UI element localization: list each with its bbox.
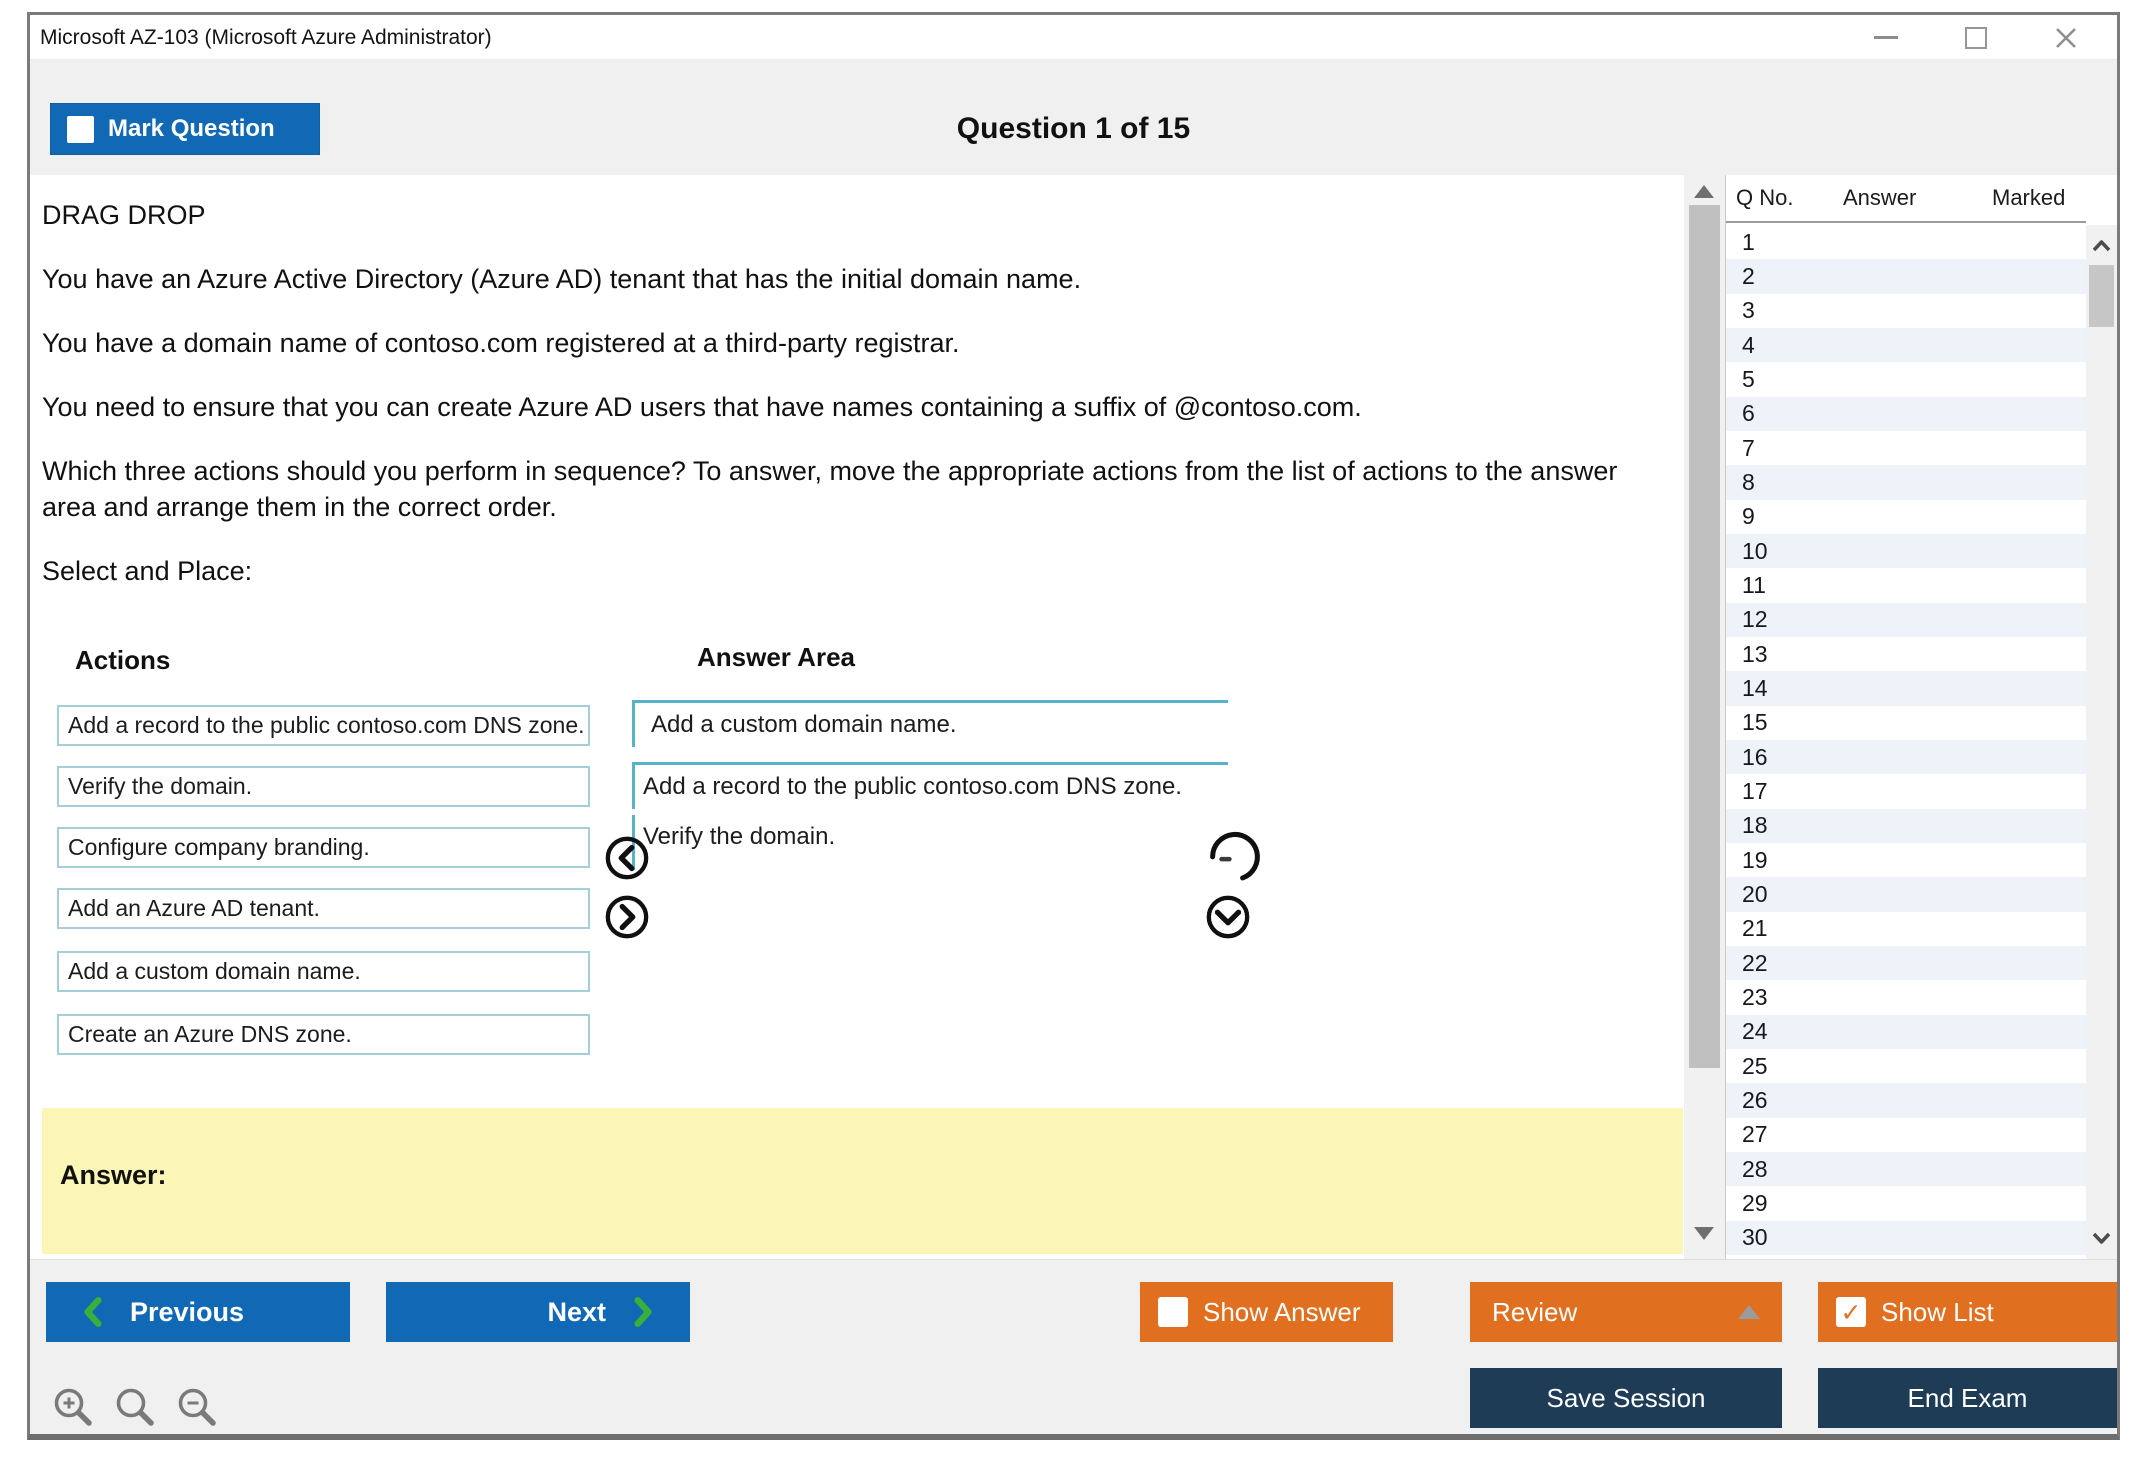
question-list-row[interactable] — [1726, 603, 2086, 637]
chevron-left-icon — [80, 1297, 106, 1327]
question-list-row[interactable] — [1726, 637, 2086, 671]
question-list-row[interactable] — [1726, 431, 2086, 465]
question-number: 6 — [1742, 400, 1755, 427]
question-list-row[interactable] — [1726, 1186, 2086, 1220]
question-number: 28 — [1742, 1155, 1768, 1182]
question-list-row[interactable] — [1726, 534, 2086, 568]
question-number: 22 — [1742, 949, 1768, 976]
question-number: 23 — [1742, 983, 1768, 1010]
next-button[interactable] — [386, 1282, 690, 1342]
main-scrollbar[interactable] — [1684, 175, 1725, 1259]
question-list-row[interactable] — [1726, 397, 2086, 431]
question-list-row[interactable] — [1726, 328, 2086, 362]
question-list-scrollbar[interactable] — [2086, 225, 2117, 1259]
question-text — [42, 197, 1662, 617]
scroll-up-icon[interactable] — [1694, 185, 1714, 198]
question-number: 7 — [1742, 434, 1755, 461]
question-list-row[interactable] — [1726, 706, 2086, 740]
question-list-row[interactable] — [1726, 946, 2086, 980]
close-button[interactable] — [2051, 23, 2081, 53]
question-counter: Question 1 of 15 — [956, 112, 1191, 145]
review-button[interactable] — [1470, 1282, 1782, 1342]
question-list-row[interactable] — [1726, 225, 2086, 259]
question-number: 26 — [1742, 1086, 1768, 1113]
question-list-row[interactable] — [1726, 1152, 2086, 1186]
next-label: Next — [547, 1296, 606, 1327]
question-number: 2 — [1742, 262, 1755, 289]
answer-area-list — [632, 700, 1228, 870]
question-number: 25 — [1742, 1052, 1768, 1079]
question-list-row[interactable] — [1726, 259, 2086, 293]
circle-down-icon — [1209, 898, 1247, 936]
question-list-row[interactable] — [1726, 1118, 2086, 1152]
main-scrollbar-thumb[interactable] — [1689, 205, 1720, 1068]
question-number: 24 — [1742, 1018, 1768, 1045]
save-session-button[interactable] — [1470, 1368, 1782, 1428]
circle-left-icon — [608, 839, 646, 877]
answer-slot[interactable]: Add a record to the public contoso.com DNS zone. — [632, 762, 1228, 809]
question-list-row[interactable] — [1726, 465, 2086, 499]
end-exam-label: End Exam — [1907, 1382, 2028, 1413]
question-list-row[interactable] — [1726, 980, 2086, 1014]
question-list-scrollbar-thumb[interactable] — [2089, 265, 2114, 327]
actions-list — [57, 705, 590, 1077]
question-number: 27 — [1742, 1121, 1768, 1148]
zoom-out-button[interactable] — [174, 1384, 224, 1434]
action-item[interactable]: Add an Azure AD tenant. — [57, 888, 590, 929]
review-label: Review — [1492, 1296, 1578, 1327]
question-list-row[interactable] — [1726, 568, 2086, 602]
action-item[interactable]: Verify the domain. — [57, 766, 590, 807]
previous-button[interactable] — [46, 1282, 350, 1342]
question-list-row[interactable] — [1726, 362, 2086, 396]
question-number: 10 — [1742, 537, 1768, 564]
window-title: Microsoft AZ-103 (Microsoft Azure Administrator) — [40, 26, 492, 49]
question-type: DRAG DROP — [42, 200, 206, 230]
bottom-bar — [30, 1259, 2117, 1434]
select-place-label: Select and Place: — [42, 556, 253, 586]
zoom-reset-button[interactable] — [112, 1384, 162, 1434]
answer-slot[interactable]: Add a custom domain name. — [632, 700, 1228, 747]
question-number: 21 — [1742, 915, 1768, 942]
show-answer-label: Show Answer — [1203, 1296, 1361, 1327]
question-number: 16 — [1742, 743, 1768, 770]
zoom-controls — [50, 1384, 224, 1434]
question-pane — [30, 175, 1684, 1259]
question-number: 1 — [1742, 228, 1755, 255]
question-list-row[interactable] — [1726, 671, 2086, 705]
show-answer-checkbox[interactable] — [1158, 1297, 1188, 1327]
column-qno: Q No. — [1736, 185, 1794, 210]
question-number: 19 — [1742, 846, 1768, 873]
question-list-row[interactable] — [1726, 740, 2086, 774]
check-icon: ✓ — [1840, 1297, 1862, 1327]
question-paragraph: You need to ensure that you can create Azure AD users that have names containing a suffix of @contoso.com. — [42, 392, 1362, 422]
actions-title: Actions — [75, 645, 171, 675]
question-list-row[interactable] — [1726, 877, 2086, 911]
action-item[interactable]: Add a custom domain name. — [57, 951, 590, 992]
show-list-button[interactable] — [1818, 1282, 2117, 1342]
content-area — [30, 175, 2117, 1259]
move-down-button[interactable] — [1205, 894, 1251, 940]
question-number: 11 — [1742, 571, 1766, 598]
action-item[interactable]: Add a record to the public contoso.com DNS zone. — [57, 705, 590, 746]
previous-label: Previous — [130, 1296, 245, 1327]
question-number: 18 — [1742, 812, 1768, 839]
question-list-row[interactable] — [1726, 1083, 2086, 1117]
question-number: 8 — [1742, 468, 1755, 495]
question-list-row[interactable] — [1726, 1221, 2086, 1255]
action-item[interactable]: Configure company branding. — [57, 827, 590, 868]
minimize-icon — [1874, 36, 1898, 39]
question-list-panel — [1725, 175, 2117, 1259]
question-list-row[interactable] — [1726, 1049, 2086, 1083]
question-number: 12 — [1742, 606, 1768, 633]
question-number: 20 — [1742, 880, 1768, 907]
question-list-row[interactable] — [1726, 1015, 2086, 1049]
column-marked: Marked — [1992, 185, 2066, 210]
close-icon — [2052, 24, 2080, 52]
question-number: 4 — [1742, 331, 1755, 358]
maximize-icon — [1965, 27, 1987, 49]
question-number: 15 — [1742, 709, 1768, 736]
scroll-down-icon[interactable] — [1694, 1227, 1714, 1240]
end-exam-button[interactable] — [1818, 1368, 2117, 1428]
show-list-checkbox[interactable] — [1836, 1297, 1866, 1327]
exam-window — [27, 12, 2120, 1440]
question-list-row[interactable] — [1726, 500, 2086, 534]
move-right-button[interactable] — [604, 894, 650, 940]
question-list-row[interactable] — [1726, 774, 2086, 808]
circle-up-icon — [1213, 834, 1258, 877]
question-list-rows — [1726, 225, 2086, 1259]
question-number: 29 — [1742, 1189, 1768, 1216]
question-list-row[interactable] — [1726, 843, 2086, 877]
question-number: 13 — [1742, 640, 1768, 667]
question-list-row[interactable] — [1726, 294, 2086, 328]
question-list-row[interactable] — [1726, 809, 2086, 843]
save-session-label: Save Session — [1546, 1382, 1706, 1413]
move-up-button[interactable] — [1208, 830, 1262, 886]
question-number: 17 — [1742, 777, 1768, 804]
question-number: 5 — [1742, 365, 1755, 392]
question-paragraph: You have a domain name of contoso.com registered at a third-party registrar. — [42, 328, 960, 358]
scroll-down-icon[interactable] — [2092, 1231, 2111, 1245]
question-number: 3 — [1742, 297, 1755, 324]
maximize-button[interactable] — [1961, 23, 1991, 53]
answer-label: Answer: — [60, 1160, 167, 1190]
scroll-up-icon[interactable] — [2092, 239, 2111, 253]
mark-question-label: Mark Question — [108, 115, 275, 142]
answer-slot[interactable]: Verify the domain. — [632, 815, 1228, 870]
question-paragraph: You have an Azure Active Directory (Azure AD) tenant that has the initial domain name. — [42, 264, 1082, 294]
show-list-label: Show List — [1881, 1296, 1994, 1327]
window-controls — [1871, 15, 2081, 60]
answer-area-title: Answer Area — [697, 642, 855, 672]
show-answer-button[interactable] — [1140, 1282, 1393, 1342]
question-paragraph: Which three actions should you perform in sequence? To answer, move the appropriate actions from the list of actions to the answer area and arrange them in the correct order. — [42, 456, 1618, 522]
minimize-button[interactable] — [1871, 23, 1901, 53]
action-item[interactable]: Create an Azure DNS zone. — [57, 1014, 590, 1055]
circle-right-icon — [608, 898, 646, 936]
header-bar — [30, 60, 2117, 175]
answer-highlight-panel — [42, 1108, 1683, 1254]
question-number: 30 — [1742, 1224, 1768, 1251]
zoom-in-button[interactable] — [50, 1384, 100, 1434]
column-answer: Answer — [1843, 185, 1917, 210]
collapse-up-icon — [1738, 1305, 1760, 1319]
question-number: 9 — [1742, 503, 1755, 530]
move-left-button[interactable] — [604, 835, 650, 881]
question-number: 14 — [1742, 674, 1768, 701]
titlebar — [30, 15, 2117, 60]
question-list-header — [1726, 175, 2086, 223]
chevron-right-icon — [630, 1297, 656, 1327]
question-list-row[interactable] — [1726, 912, 2086, 946]
